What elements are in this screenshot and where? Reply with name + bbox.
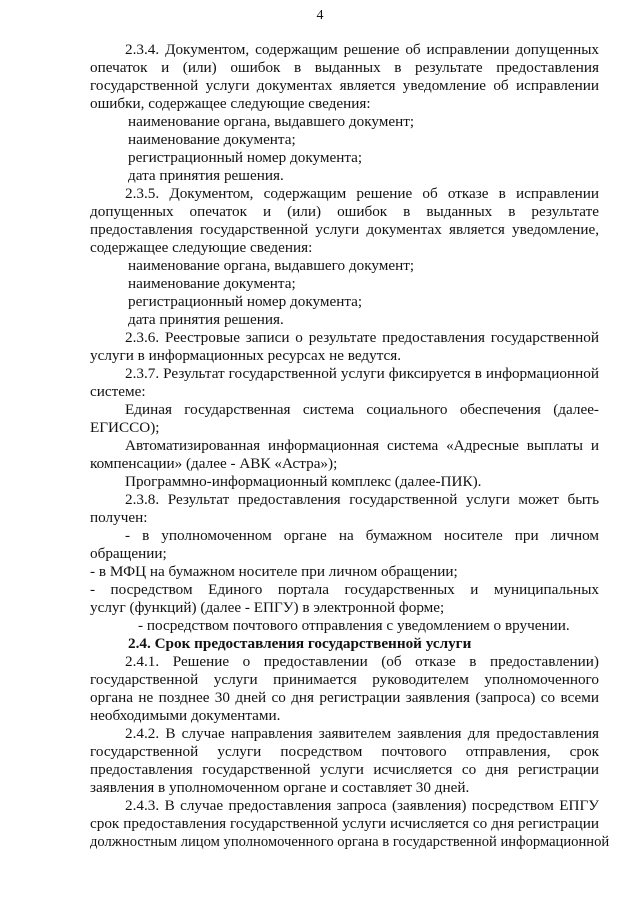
text-line: государственной услуги документах является уведомление об исправлении [90, 77, 599, 94]
section-heading: 2.4. Срок предоставления государственной услуги [128, 635, 472, 652]
page-number: 4 [316, 8, 324, 23]
text-line: предоставления государственной услуги документах является уведомление, [90, 221, 599, 238]
text-line: заявления в уполномоченном органе и составляет 30 дней. [90, 779, 470, 796]
list-item: - посредством Единого портала государственных и муниципальных [90, 581, 599, 598]
list-item: дата принятия решения. [128, 311, 284, 328]
text-line: системе: [90, 383, 146, 400]
text-line: государственной услуги принимается руководителем уполномоченного [90, 671, 599, 688]
text-line: 2.4.1. Решение о предоставлении (об отказе в предоставлении) [125, 653, 599, 670]
text-line: 2.3.8. Результат предоставления государственной услуги может быть [125, 491, 599, 508]
text-line: должностным лицом уполномоченного органа в государственной информационной [90, 834, 610, 850]
text-line: ошибки, содержащее следующие сведения: [90, 95, 371, 112]
list-item: - в МФЦ на бумажном носителе при личном обращении; [90, 563, 458, 580]
text-line: срок предоставления государственной услуги исчисляется со дня регистрации [90, 815, 599, 832]
text-line: государственной услуги посредством почтового отправления, срок [90, 743, 599, 760]
text-line: 2.3.5. Документом, содержащим решение об отказе в исправлении [125, 185, 599, 202]
list-item: наименование органа, выдавшего документ; [128, 113, 415, 130]
text-line: предоставления государственной услуги исчисляется со дня регистрации [90, 761, 599, 778]
text-line: услуг (функций) (далее - ЕПГУ) в электронной форме; [90, 599, 445, 616]
text-line: услуги в информационных ресурсах не ведутся. [90, 347, 402, 364]
text-line: обращении; [90, 545, 167, 562]
text-line: 2.3.4. Документом, содержащим решение об исправлении допущенных [125, 41, 599, 58]
text-line: 2.4.2. В случае направления заявителем заявления для предоставления [125, 725, 599, 742]
list-item: - посредством почтового отправления с уведомлением о вручении. [138, 617, 570, 634]
list-item: - в уполномоченном органе на бумажном носителе при личном [125, 527, 599, 544]
text-line: допущенных опечаток и (или) ошибок в выданных в результате [90, 203, 599, 220]
text-line: опечаток и (или) ошибок в выданных в результате предоставления [90, 59, 599, 76]
list-item: наименование документа; [128, 131, 296, 148]
list-item: дата принятия решения. [128, 167, 284, 184]
text-line: Автоматизированная информационная система «Адресные выплаты и [125, 437, 599, 454]
text-line: органа не позднее 30 дней со дня регистрации заявления (запроса) со всеми [90, 689, 599, 706]
list-item: наименование органа, выдавшего документ; [128, 257, 415, 274]
text-line: необходимыми документами. [90, 707, 281, 724]
text-line: получен: [90, 509, 148, 526]
list-item: наименование документа; [128, 275, 296, 292]
text-line: ЕГИССО); [90, 419, 160, 436]
text-line: Программно-информационный комплекс (далее-ПИК). [125, 473, 482, 490]
text-line: содержащее следующие сведения: [90, 239, 313, 256]
text-line: 2.3.6. Реестровые записи о результате предоставления государственной [125, 329, 599, 346]
text-line: 2.4.3. В случае предоставления запроса (заявления) посредством ЕПГУ [125, 797, 599, 814]
list-item: регистрационный номер документа; [128, 293, 363, 310]
text-line: 2.3.7. Результат государственной услуги фиксируется в информационной [125, 365, 599, 382]
list-item: регистрационный номер документа; [128, 149, 363, 166]
text-line: компенсации» (далее - АВК «Астра»); [90, 455, 338, 472]
text-line: Единая государственная система социального обеспечения (далее- [125, 401, 599, 418]
